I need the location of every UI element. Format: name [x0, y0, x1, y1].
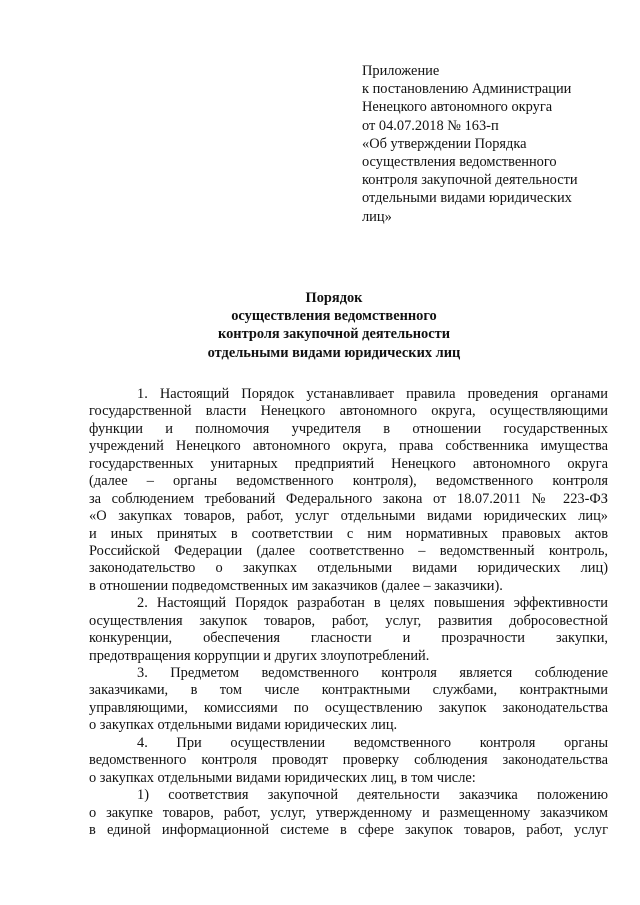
appendix-line: к постановлению Администрации	[362, 81, 572, 98]
paragraph-4-line: ведомственного контроля проводят проверку соблюдения законодательства	[89, 752, 608, 769]
appendix-line: контроля закупочной деятельности	[362, 172, 578, 189]
paragraph-1-line: государственной власти Ненецкого автономного округа, осуществляющими	[89, 403, 608, 420]
paragraph-1-line: (далее – органы ведомственного контроля), ведомственного контроля	[89, 473, 608, 490]
paragraph-3-line: заказчиками, в том числе контрактными службами, контрактными	[89, 682, 608, 699]
subitem-1-line: в единой информационной системе в сфере закупок товаров, работ, услуг	[89, 821, 608, 838]
paragraph-3-line: о закупках отдельными видами юридических лиц.	[89, 717, 398, 734]
paragraph-2-line: предотвращения коррупции и других злоупотреблений.	[89, 647, 430, 664]
paragraph-1-line: в отношении подведомственных им заказчиков (далее – заказчики).	[89, 577, 503, 594]
appendix-line: отдельными видами юридических	[362, 190, 572, 207]
paragraph-1-line: «О закупках товаров, работ, услуг отдельными видами юридических лиц»	[89, 508, 608, 525]
paragraph-1-line: законодательство о закупках отдельными видами юридических лиц)	[89, 560, 608, 577]
paragraph-3-line: управляющими, комиссиями по осуществлению закупок законодательства	[89, 699, 608, 716]
paragraph-1-line: функции и полномочия учредителя в отношении государственных	[89, 420, 608, 437]
paragraph-1-line: 1. Настоящий Порядок устанавливает правила проведения органами	[137, 386, 608, 402]
paragraph-4-line: 4. При осуществлении ведомственного контроля органы	[137, 734, 608, 751]
title-line: контроля закупочной деятельности	[218, 326, 450, 343]
document-title	[60, 289, 608, 362]
title-line: осуществления ведомственного	[231, 308, 437, 325]
paragraph-1-line: за соблюдением требований Федерального закона от 18.07.2011 № 223-ФЗ	[89, 490, 608, 507]
appendix-line: от 04.07.2018 № 163-п	[362, 117, 499, 134]
document-body	[89, 386, 608, 839]
paragraph-2-line: конкуренции, обеспечения гласности и прозрачности закупки,	[89, 630, 608, 647]
paragraph-1-line: Российской Федерации (далее соответственно – ведомственный контроль,	[89, 542, 608, 559]
paragraph-2-line: 2. Настоящий Порядок разработан в целях повышения эффективности	[137, 595, 608, 612]
appendix-line: осуществления ведомственного	[362, 154, 557, 171]
paragraph-1-line: учреждений Ненецкого автономного округа, права собственника имущества	[89, 438, 608, 455]
appendix-line: лиц»	[362, 208, 392, 225]
title-line: Порядок	[305, 290, 363, 306]
paragraph-4-line: о закупках отдельными видами юридических лиц, в том числе:	[89, 769, 476, 786]
title-line: отдельными видами юридических лиц	[207, 344, 461, 361]
paragraph-3-line: 3. Предметом ведомственного контроля является соблюдение	[137, 665, 608, 681]
paragraph-2-line: осуществления закупок товаров, работ, услуг, развития добросовестной	[89, 612, 608, 629]
subitem-1-line: о закупке товаров, работ, услуг, утвержденному и размещенному заказчиком	[89, 804, 608, 821]
appendix-line: «Об утверждении Порядка	[362, 135, 527, 152]
subitem-1-line: 1) соответствия закупочной деятельности заказчика положению	[137, 787, 608, 804]
appendix-line: Приложение	[362, 63, 440, 79]
paragraph-1-line: государственных унитарных предприятий Ненецкого автономного округа	[89, 455, 608, 472]
appendix-block	[362, 62, 602, 226]
appendix-line: Ненецкого автономного округа	[362, 99, 553, 116]
paragraph-1-line: и иных принятых в соответствии с ним нормативных правовых актов	[89, 525, 608, 542]
